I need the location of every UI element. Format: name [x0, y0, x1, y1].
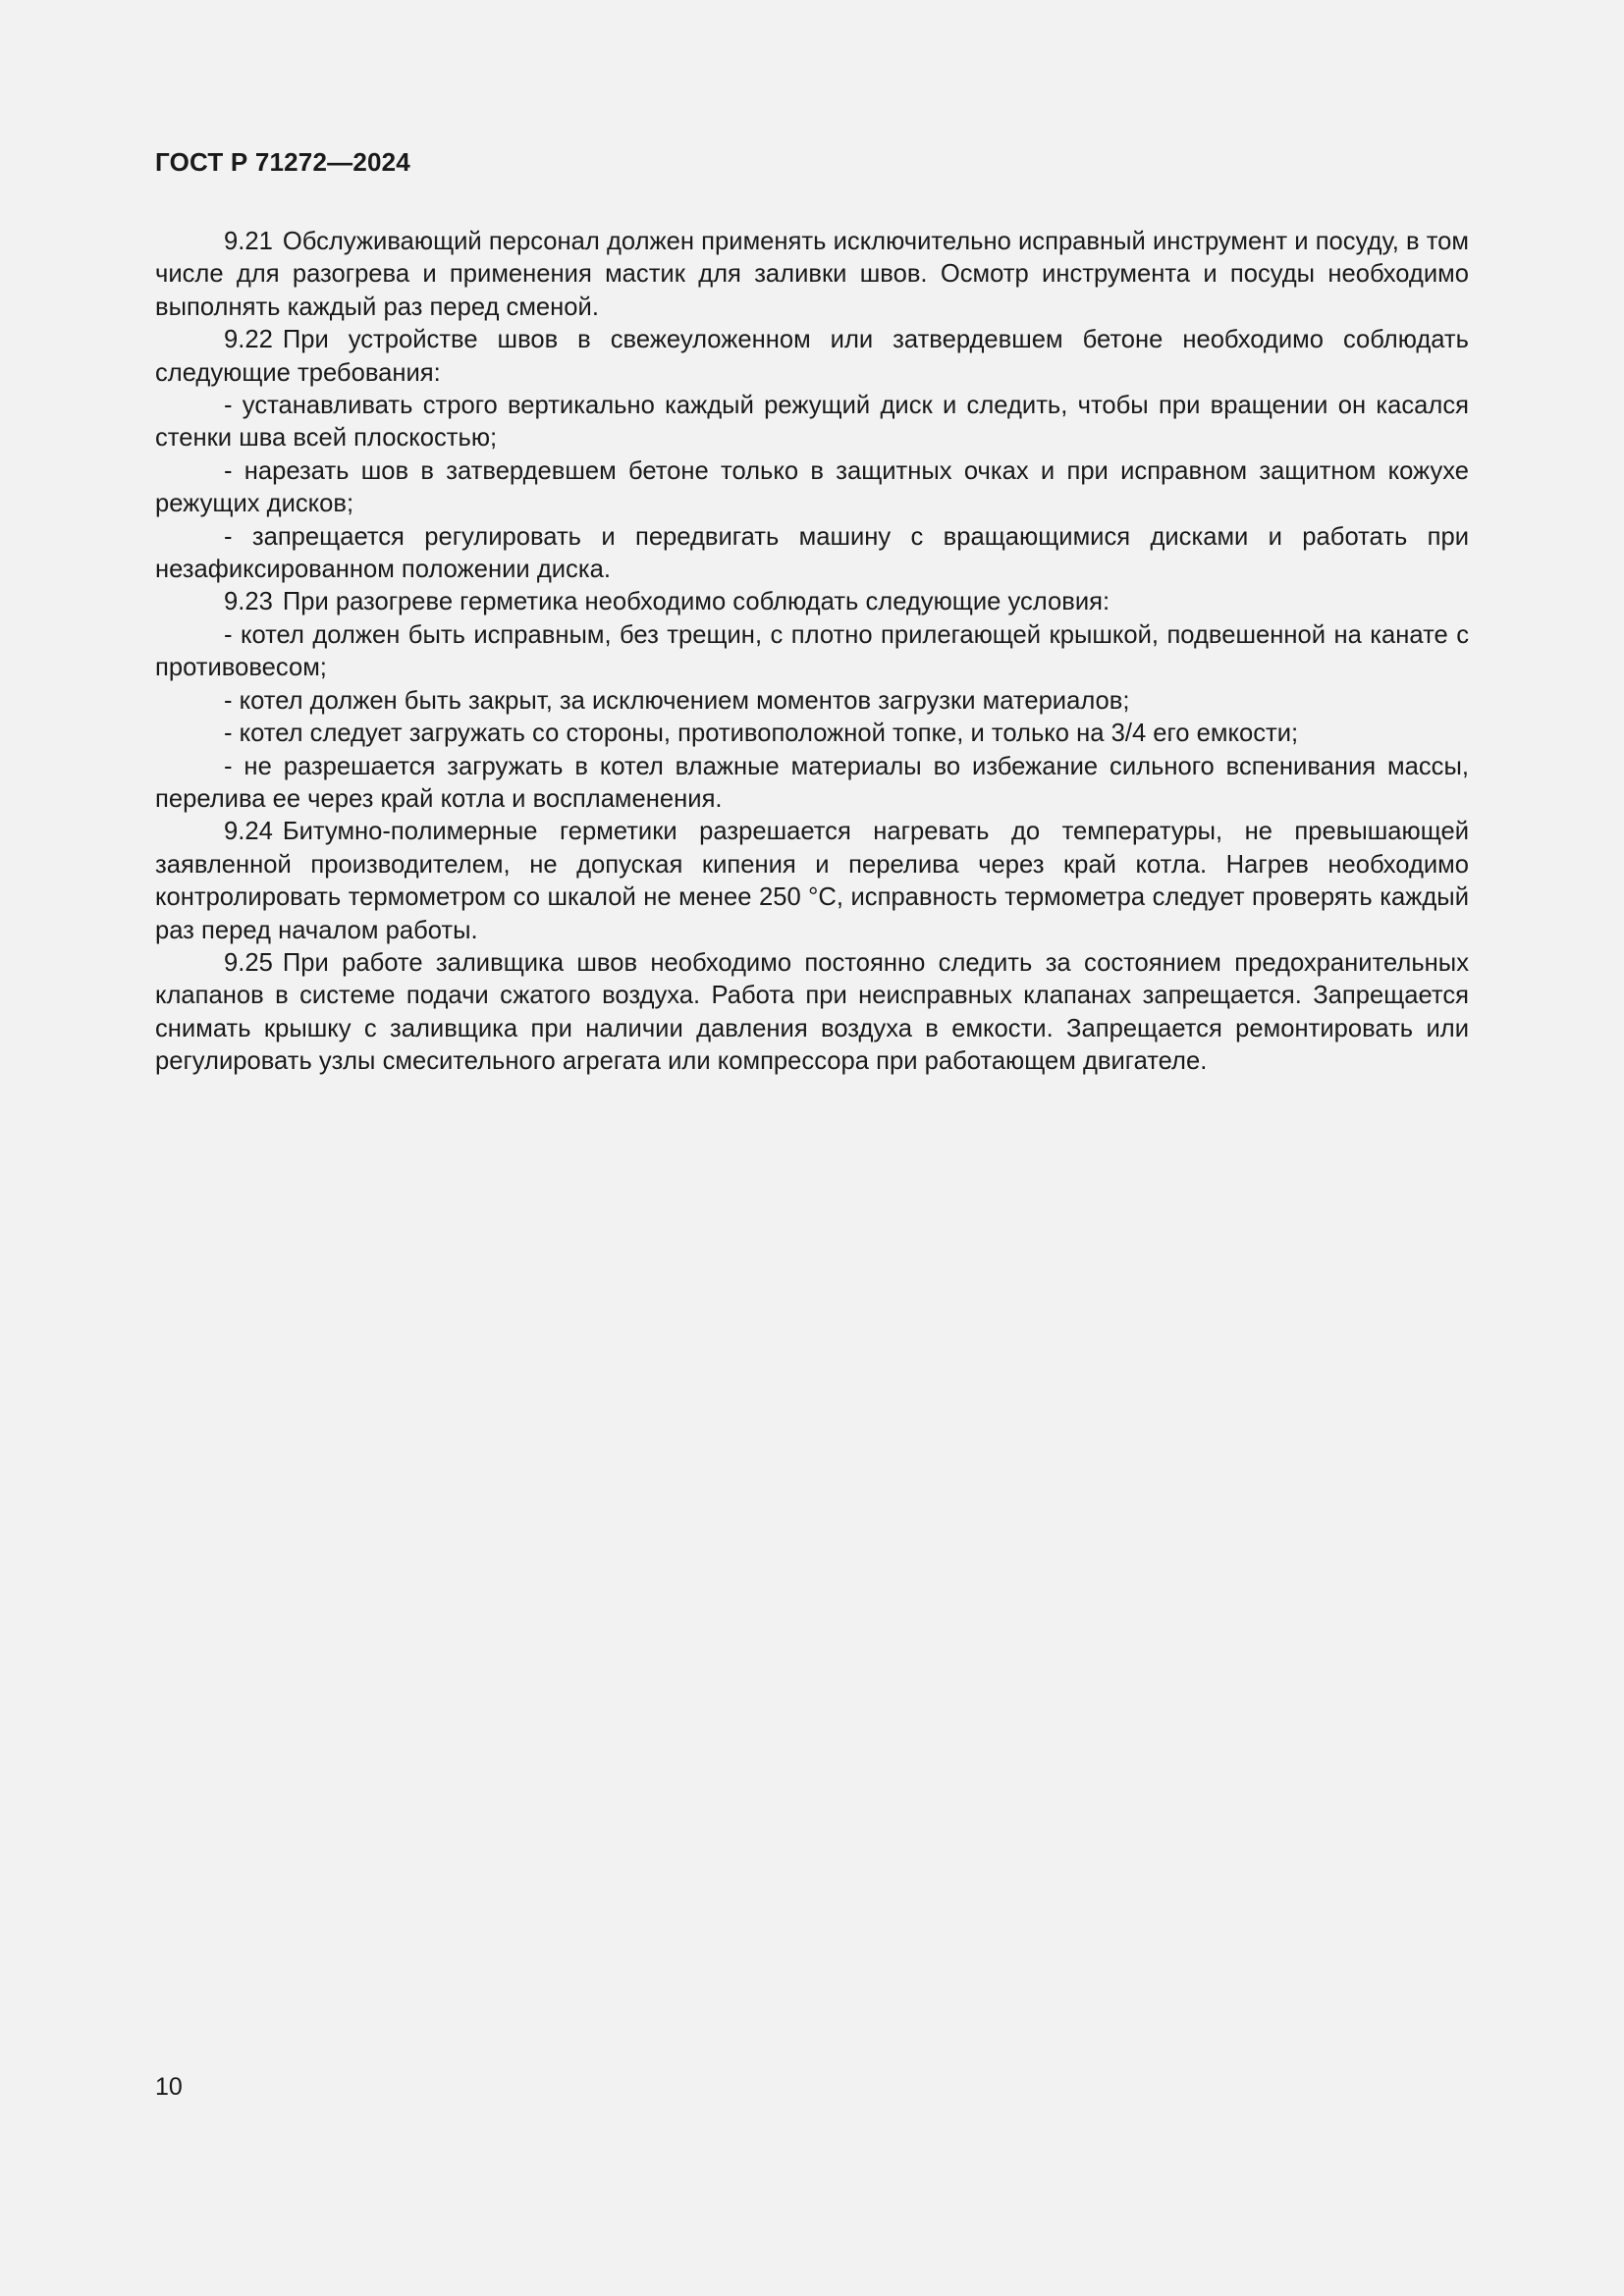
list-item: - котел должен быть исправным, без трещин, с плотно прилегающей крышкой, подвешенной на канате с противовесом; — [155, 620, 1469, 682]
clause-9-24 — [155, 816, 1469, 947]
list-item: - котел должен быть закрыт, за исключением моментов загрузки материалов; — [224, 686, 1130, 715]
clause-text: Обслуживающий персонал должен применять исключительно исправный инструмент и посуду, в том числе для разогрева и применения мастик для заливки швов. Осмотр инструмента и посуды необходимо выполнять каждый раз перед сменой. — [155, 228, 1469, 321]
page-number: 10 — [155, 2073, 183, 2101]
clause-text: При разогреве герметика необходимо соблюдать следующие условия: — [282, 588, 1110, 616]
clause-number: 9.25 — [224, 948, 273, 977]
document-body — [155, 226, 1469, 1079]
clause-number: 9.23 — [224, 588, 273, 616]
clause-text: При устройстве швов в свежеуложенном или затвердевшем бетоне необходимо соблюдать следующие требования: — [155, 326, 1469, 387]
list-item: - котел следует загружать со стороны, противоположной топке, и только на 3/4 его емкости; — [224, 720, 1299, 748]
clause-text: При работе заливщика швов необходимо постоянно следить за состоянием предохранительных клапанов в системе подачи сжатого воздуха. Работа при неисправных клапанах запрещается. Запрещается снимать крышку с заливщика при наличии давления воздуха в емкости. Запрещается ремонтировать или регулировать узлы смесительного агрегата или компрессора при работающем двигателе. — [155, 948, 1469, 1076]
clause-9-22 — [155, 324, 1469, 390]
document-designation: ГОСТ Р 71272—2024 — [155, 147, 410, 177]
list-item: - запрещается регулировать и передвигать машину с вращающимися дисками и работать при незафиксированном положении диска. — [155, 522, 1469, 584]
clause-number: 9.22 — [224, 326, 273, 354]
clause-9-25 — [155, 947, 1469, 1079]
clause-9-23 — [155, 586, 1469, 618]
list-item: - нарезать шов в затвердевшем бетоне только в защитных очках и при исправном защитном кожухе режущих дисков; — [155, 456, 1469, 518]
clause-text: Битумно-полимерные герметики разрешается нагревать до температуры, не превышающей заявленной производителем, не допуская кипения и перелива через край котла. Нагрев необходимо контролировать термометром со шкалой не менее 250 °С, исправность термометра следует проверять каждый раз перед началом работы. — [155, 818, 1469, 944]
list-item: - не разрешается загружать в котел влажные материалы во избежание сильного вспенивания массы, перелива ее через край котла и воспламенения. — [155, 752, 1469, 813]
clause-number: 9.21 — [224, 228, 273, 255]
list-item: - устанавливать строго вертикально каждый режущий диск и следить, чтобы при вращении он касался стенки шва всей плоскостью; — [155, 392, 1469, 453]
clause-9-21 — [155, 226, 1469, 324]
clause-number: 9.24 — [224, 818, 273, 846]
